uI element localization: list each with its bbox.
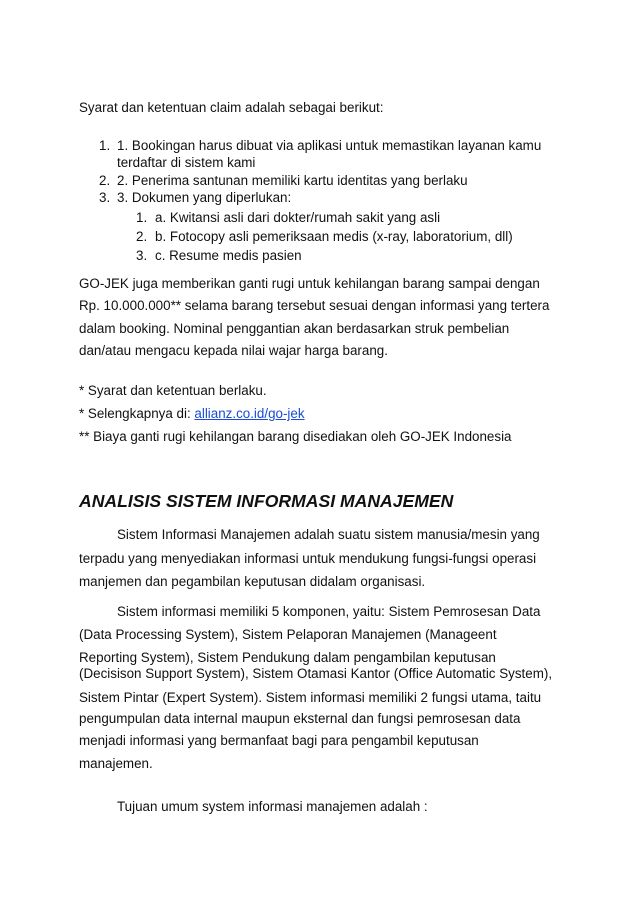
sublist-number: 1.	[136, 210, 148, 225]
paragraph-line: dalam booking. Nominal penggantian akan berdasarkan struk pembelian	[79, 321, 510, 336]
list-number: 2.	[99, 173, 111, 188]
sublist-item-text: c. Resume medis pasien	[155, 248, 302, 263]
section-heading: ANALISIS SISTEM INFORMASI MANAJEMEN	[79, 491, 454, 511]
paragraph-line: (Decisison Support System), Sistem Otamasi Kantor (Office Automatic System),	[79, 666, 553, 681]
paragraph-line: Sistem Informasi Manajemen adalah suatu sistem manusia/mesin yang	[117, 527, 540, 542]
paragraph-line: dan/atau mengacu kepada nilai wajar harga barang.	[79, 343, 388, 358]
list-item-text: 1. Bookingan harus dibuat via aplikasi untuk memastikan layanan kamu	[117, 138, 542, 153]
more-info-prefix: * Selengkapnya di:	[79, 406, 195, 421]
paragraph-line: Tujuan umum system informasi manajemen adalah :	[117, 799, 428, 814]
list-item-text: 2. Penerima santunan memiliki kartu identitas yang berlaku	[117, 173, 468, 188]
paragraph-line: terpadu yang menyediakan informasi untuk mendukung fungsi-fungsi operasi	[79, 551, 537, 566]
list-number: 1.	[99, 138, 111, 153]
cost-note: ** Biaya ganti rugi kehilangan barang disediakan oleh GO-JEK Indonesia	[79, 429, 512, 444]
sublist-item-text: a. Kwitansi asli dari dokter/rumah sakit yang asli	[155, 210, 441, 225]
sublist-item-text: b. Fotocopy asli pemeriksaan medis (x-ray, laboratorium, dll)	[155, 229, 513, 244]
paragraph-line: Rp. 10.000.000** selama barang tersebut sesuai dengan informasi yang tertera	[79, 298, 550, 313]
intro-text: Syarat dan ketentuan claim adalah sebagai berikut:	[79, 100, 384, 115]
allianz-link[interactable]: allianz.co.id/go-jek	[194, 406, 305, 421]
list-item-text: terdaftar di sistem kami	[117, 155, 256, 170]
list-number: 3.	[99, 190, 111, 205]
paragraph-line: GO-JEK juga memberikan ganti rugi untuk kehilangan barang sampai dengan	[79, 276, 540, 291]
sublist-number: 2.	[136, 229, 148, 244]
paragraph-line: Reporting System), Sistem Pendukung dalam pengambilan keputusan	[79, 650, 496, 665]
sublist-number: 3.	[136, 248, 148, 263]
list-item-text: 3. Dokumen yang diperlukan:	[117, 190, 292, 205]
paragraph-line: (Data Processing System), Sistem Pelaporan Manajemen (Manageent	[79, 627, 497, 642]
more-info-note	[79, 406, 305, 422]
paragraph-line: menjadi informasi yang bermanfaat bagi para pengambil keputusan	[79, 733, 479, 748]
paragraph-line: manajemen.	[79, 756, 153, 771]
paragraph-line: Sistem informasi memiliki 5 komponen, yaitu: Sistem Pemrosesan Data	[117, 604, 541, 619]
terms-note: * Syarat dan ketentuan berlaku.	[79, 383, 267, 398]
paragraph-line: Sistem Pintar (Expert System). Sistem informasi memiliki 2 fungsi utama, taitu	[79, 690, 542, 705]
paragraph-line: pengumpulan data internal maupun eksternal dan fungsi pemrosesan data	[79, 711, 521, 726]
paragraph-line: manjemen dan pegambilan keputusan didalam organisasi.	[79, 574, 426, 589]
